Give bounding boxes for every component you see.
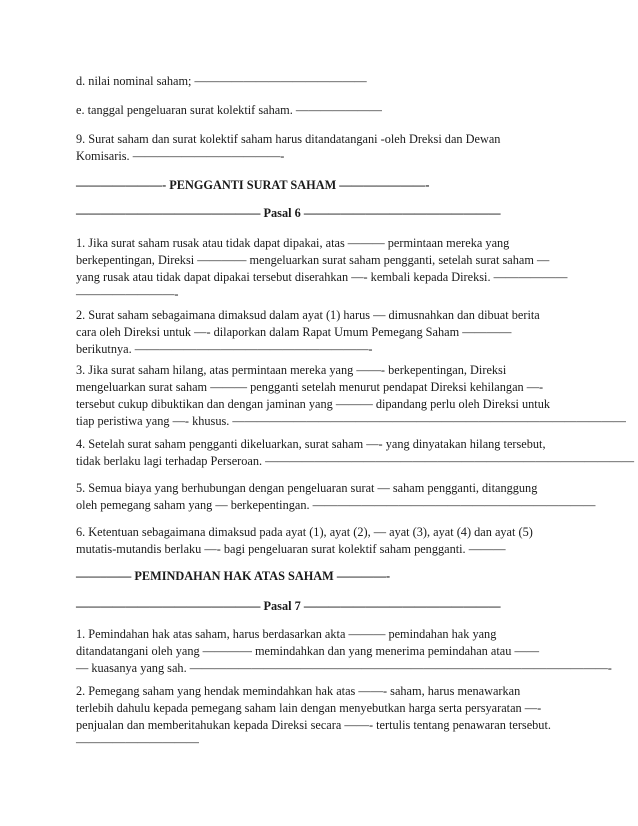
text-line: Komisaris. ————————————- bbox=[76, 149, 285, 163]
pasal-6-ayat-6 bbox=[76, 524, 558, 558]
text-line: e. tanggal pengeluaran surat kolektif saham. ——————— bbox=[76, 103, 382, 117]
text-line: berikutnya. ———————————————————- bbox=[76, 342, 373, 356]
text-line: berkepentingan, Direksi ———— mengeluarkan surat saham pengganti, setelah surat saham — bbox=[76, 253, 550, 267]
text-line: tiap peristiwa yang —- khusus. ———————————————————————————————— bbox=[76, 414, 626, 428]
text-line: oleh pemegang saham yang — berkepentingan. ——————————————————————— bbox=[76, 498, 596, 512]
text-line: d. nilai nominal saham; —————————————— bbox=[76, 74, 367, 88]
section-title: ——–—— PEMINDAHAN HAK ATAS SAHAM ————- bbox=[76, 569, 391, 583]
text-line: 2. Surat saham sebagaimana dimaksud dalam ayat (1) harus — dimusnahkan dan dibuat berita bbox=[76, 308, 540, 322]
pasal-6-ayat-2 bbox=[76, 307, 558, 358]
pasal-6-ayat-4 bbox=[76, 436, 635, 470]
pasal-6-ayat-3 bbox=[76, 362, 626, 430]
text-line: 1. Pemindahan hak atas saham, harus berdasarkan akta ——— pemindahan hak yang bbox=[76, 627, 497, 641]
text-line: 6. Ketentuan sebagaimana dimaksud pada ayat (1), ayat (2), — ayat (3), ayat (4) dan ayat (5) bbox=[76, 525, 533, 539]
section-title: ———————- PENGGANTI SURAT SAHAM ———————- bbox=[76, 178, 430, 192]
pasal-6-ayat-1 bbox=[76, 235, 568, 303]
pasal-7-heading bbox=[76, 598, 558, 615]
text-line: 1. Jika surat saham rusak atau tidak dapat dipakai, atas ——— permintaan mereka yang bbox=[76, 236, 510, 250]
pasal-title: ——————————————— Pasal 7 ———————————————— bbox=[76, 599, 501, 613]
text-line: —————————— bbox=[76, 735, 199, 749]
text-line: penjualan dan memberitahukan kepada Direksi secara ——- tertulis tentang penawaran tersebut. bbox=[76, 718, 551, 732]
text-line: ditandatangani oleh yang ———— memindahkan dan yang menerima pemindahan atau —— bbox=[76, 644, 540, 658]
text-line: 3. Jika surat saham hilang, atas permintaan mereka yang ——- berkepentingan, Direksi bbox=[76, 363, 507, 377]
item-e bbox=[76, 102, 558, 119]
text-line: mengeluarkan surat saham ——— pengganti setelah menurut pendapat Direksi kehilangan —- bbox=[76, 380, 544, 394]
text-line: ————————- bbox=[76, 287, 179, 301]
pasal-7-ayat-2 bbox=[76, 683, 558, 751]
item-d bbox=[76, 73, 558, 90]
text-line: 5. Semua biaya yang berhubungan dengan pengeluaran surat — saham pengganti, ditanggung bbox=[76, 481, 538, 495]
pasal-6-ayat-5 bbox=[76, 480, 596, 514]
text-line: tersebut cukup dibuktikan dan dengan jaminan yang ——— dipandang perlu oleh Direksi untuk bbox=[76, 397, 551, 411]
text-line: 2. Pemegang saham yang hendak memindahkan hak atas ——- saham, harus menawarkan bbox=[76, 684, 521, 698]
pasal-title: ——————————————— Pasal 6 ———————————————— bbox=[76, 206, 501, 220]
text-line: 4. Setelah surat saham pengganti dikeluarkan, surat saham —- yang dinyatakan hilang tersebut, bbox=[76, 437, 546, 451]
text-line: terlebih dahulu kepada pemegang saham lain dengan menyebutkan harga serta persyaratan —- bbox=[76, 701, 542, 715]
paragraph-9 bbox=[76, 131, 558, 165]
section-heading-pengganti bbox=[76, 177, 558, 194]
section-heading-pemindahan bbox=[76, 568, 558, 585]
text-line: 9. Surat saham dan surat kolektif saham harus ditandatangani -oleh Dreksi dan Dewan bbox=[76, 132, 501, 146]
pasal-7-ayat-1 bbox=[76, 626, 612, 677]
text-line: yang rusak atau tidak dapat dipakai tersebut diserahkan —- kembali kepada Direksi. —————— bbox=[76, 270, 568, 284]
pasal-6-heading bbox=[76, 205, 558, 222]
text-line: mutatis-mutandis berlaku —- bagi pengeluaran surat kolektif saham pengganti. ——— bbox=[76, 542, 506, 556]
text-line: cara oleh Direksi untuk —- dilaporkan dalam Rapat Umum Pemegang Saham ———— bbox=[76, 325, 512, 339]
text-line: — kuasanya yang sah. ——————————————————————————————————- bbox=[76, 661, 612, 675]
text-line: tidak berlaku lagi terhadap Perseroan. —————————————————————————————— bbox=[76, 454, 635, 468]
